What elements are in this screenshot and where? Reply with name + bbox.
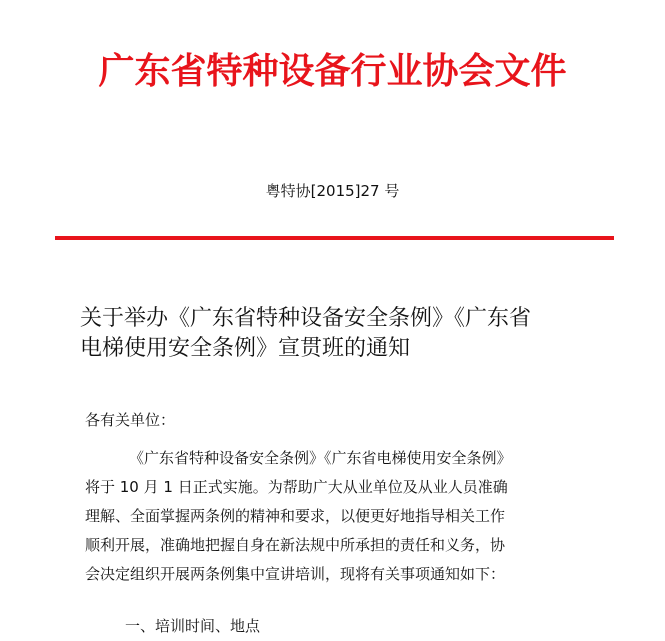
salutation: 各有关单位： [85,411,176,429]
notice-title-line-2: 电梯使用安全条例》宣贯班的通知 [80,336,411,361]
document-header-title: 广东省特种设备行业协会文件 [98,51,567,92]
paragraph-line: 会决定组织开展两条例集中宣讲培训，现将有关事项通知如下： [85,565,506,583]
paragraph-line: 理解、全面掌握两条例的精神和要求，以便更好地指导相关工作 [85,507,506,525]
body-paragraph [85,444,585,589]
section-label: 培训时间、地点 [155,617,261,635]
document-number: 粤特协[2015]27 号 [265,182,400,200]
section-number: 一、 [124,617,155,635]
notice-title-line-1: 关于举办《广东省特种设备安全条例》《广东省 [80,306,532,331]
paragraph-line: 《广东省特种设备安全条例》《广东省电梯使用安全条例》 [129,449,512,467]
notice-title [80,304,620,364]
header-red-rule [55,236,614,240]
paragraph-line: 顺利开展，准确地把握自身在新法规中所承担的责任和义务，协 [85,536,506,554]
section-heading-1 [85,614,260,638]
paragraph-line: 将于 10 月 1 日正式实施。为帮助广大从业单位及从业人员准确 [85,478,508,496]
